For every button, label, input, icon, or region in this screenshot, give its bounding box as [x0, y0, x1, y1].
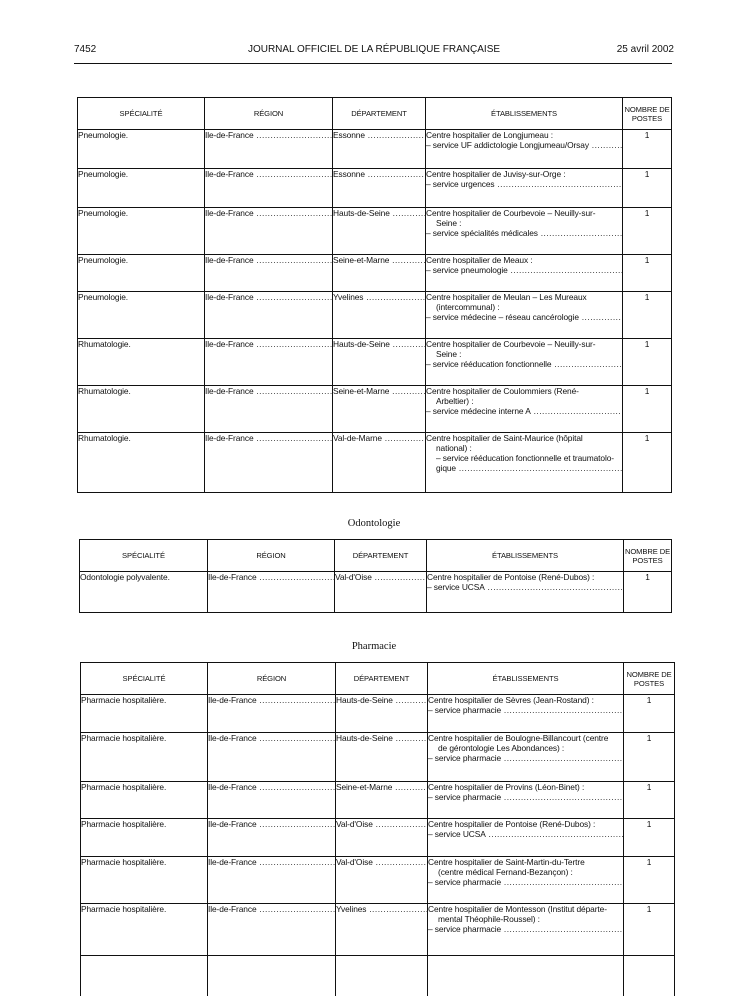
journal-title: JOURNAL OFFICIEL DE LA RÉPUBLIQUE FRANÇAISE	[247, 44, 501, 55]
service-line: – service médecine – réseau cancérologie .....	[426, 312, 622, 322]
table-row	[78, 433, 672, 493]
cell-nombre-postes: 1	[623, 130, 672, 169]
cell-etablissement	[428, 819, 624, 857]
table-row	[81, 819, 675, 857]
col-nombre-postes: NOMBRE DE POSTES	[623, 98, 672, 130]
cell-etablissement	[426, 386, 623, 433]
departement-text: Hauts-de-Seine .....	[336, 695, 427, 705]
departement-text: Yvelines .....	[333, 292, 425, 302]
region-text: Ile-de-France .....	[205, 208, 332, 218]
service-line: – service pharmacie .....	[428, 753, 623, 763]
cell-specialite: Pneumologie.	[78, 255, 205, 292]
cell-departement	[336, 695, 428, 733]
departement-text: Val-d'Oise .....	[336, 819, 427, 829]
etablissement-line: Centre hospitalier de Sèvres (Jean-Rostand) :	[428, 695, 594, 705]
table-row	[81, 695, 675, 733]
cell-region	[205, 130, 333, 169]
region-text: Ile-de-France .....	[205, 255, 332, 265]
cell-region	[208, 904, 336, 956]
departement-text: Seine-et-Marne .....	[333, 386, 425, 396]
table-row	[78, 386, 672, 433]
etablissement-line: Centre hospitalier de Juvisy-sur-Orge :	[426, 169, 566, 179]
departement-text: Val-d'Oise .....	[336, 857, 427, 867]
cell-specialite: Pharmacie hospitalière.	[81, 904, 208, 956]
cell-nombre-postes: 1	[623, 386, 672, 433]
table-row	[80, 572, 672, 613]
cell-departement	[336, 857, 428, 904]
cell-specialite: Pharmacie hospitalière.	[81, 782, 208, 819]
departement-text: Essonne .....	[333, 169, 425, 179]
service-line: – service UCSA .....	[428, 829, 623, 839]
service-line: – service rééducation fonctionnelle .....	[426, 359, 622, 369]
region-text: Ile-de-France .....	[205, 339, 332, 349]
cell-etablissement	[427, 572, 624, 613]
col-region: RÉGION	[208, 540, 335, 572]
cell-specialite: Pneumologie.	[78, 169, 205, 208]
cell-region	[208, 819, 336, 857]
etablissement-line: Centre hospitalier de Montesson (Institut départe-	[428, 904, 607, 914]
service-line: – service urgences .....	[426, 179, 622, 189]
service-line: – service médecine interne A .....	[426, 406, 622, 416]
service-line: – service pharmacie .....	[428, 924, 623, 934]
region-text: Ile-de-France .....	[208, 782, 335, 792]
service-line: gique .....	[426, 463, 622, 473]
table-row	[78, 169, 672, 208]
table-row	[81, 733, 675, 782]
cell-specialite: Pharmacie hospitalière.	[81, 733, 208, 782]
region-text: Ile-de-France .....	[208, 733, 335, 743]
cell-nombre-postes: 1	[624, 782, 675, 819]
departement-text: Hauts-de-Seine .....	[333, 339, 425, 349]
etablissement-line: Centre hospitalier de Saint-Martin-du-Tertre	[428, 857, 585, 867]
etablissement-line: Arbeltier) :	[436, 396, 474, 406]
publication-date: 25 avril 2002	[616, 44, 674, 55]
cell-nombre-postes: 1	[623, 169, 672, 208]
cell-etablissement	[428, 695, 624, 733]
col-specialite: SPÉCIALITÉ	[78, 98, 205, 130]
cell-region	[205, 208, 333, 255]
cell-nombre-postes: 1	[624, 819, 675, 857]
etablissement-line: Centre hospitalier de Pontoise (René-Dubos) :	[427, 572, 595, 582]
region-text: Ile-de-France .....	[208, 695, 335, 705]
etablissement-line: mental Théophile-Roussel) :	[438, 914, 540, 924]
cell-region	[205, 386, 333, 433]
cell-departement	[333, 292, 426, 339]
service-line: – service pharmacie .....	[428, 705, 623, 715]
etablissement-line: Centre hospitalier de Saint-Maurice (hôpital	[426, 433, 583, 443]
etablissement-line: Seine :	[436, 218, 462, 228]
cell-specialite: Rhumatologie.	[78, 339, 205, 386]
col-specialite: SPÉCIALITÉ	[81, 663, 208, 695]
table-row	[81, 782, 675, 819]
region-text: Ile-de-France .....	[205, 292, 332, 302]
etablissement-line: Centre hospitalier de Courbevoie – Neuilly-sur-	[426, 208, 596, 218]
table-row	[81, 857, 675, 904]
cell-departement	[333, 255, 426, 292]
cell-etablissement	[426, 292, 623, 339]
departement-text: Hauts-de-Seine .....	[336, 733, 427, 743]
cell-etablissement	[428, 733, 624, 782]
etablissement-line: Centre hospitalier de Courbevoie – Neuilly-sur-	[426, 339, 596, 349]
service-line: – service pneumologie .....	[426, 265, 622, 275]
cell-etablissement	[426, 169, 623, 208]
departement-text: Yvelines .....	[336, 904, 427, 914]
departement-text: Val-d'Oise .....	[335, 572, 426, 582]
table-pharmacie	[80, 662, 675, 996]
cell-departement	[336, 819, 428, 857]
etablissement-line: Centre hospitalier de Meaux :	[426, 255, 533, 265]
departement-text: Seine-et-Marne .....	[333, 255, 425, 265]
table-pneumo-rhumato	[77, 97, 672, 493]
cell-specialite: Pharmacie hospitalière.	[81, 695, 208, 733]
departement-text: Seine-et-Marne .....	[336, 782, 427, 792]
cell-departement	[333, 386, 426, 433]
cell-departement	[336, 782, 428, 819]
region-text: Ile-de-France .....	[208, 857, 335, 867]
cell-etablissement	[428, 904, 624, 956]
region-text: Ile-de-France .....	[208, 904, 335, 914]
cell-departement	[336, 904, 428, 956]
service-line: – service pharmacie .....	[428, 792, 623, 802]
cell-etablissement	[426, 255, 623, 292]
cell-specialite: Rhumatologie.	[78, 386, 205, 433]
cell-departement	[335, 572, 427, 613]
cell-nombre-postes: 1	[623, 433, 672, 493]
etablissement-line: Centre hospitalier de Boulogne-Billancourt (centre	[428, 733, 609, 743]
departement-text: Essonne .....	[333, 130, 425, 140]
col-region: RÉGION	[205, 98, 333, 130]
header-rule	[74, 63, 672, 64]
cell-region	[205, 169, 333, 208]
cell-nombre-postes: 1	[623, 292, 672, 339]
cell-etablissement	[426, 433, 623, 493]
section-title-odontologie: Odontologie	[347, 518, 401, 529]
etablissement-line: Seine :	[436, 349, 462, 359]
cell-region	[208, 782, 336, 819]
col-nombre-postes: NOMBRE DE POSTES	[624, 663, 675, 695]
col-departement: DÉPARTEMENT	[333, 98, 426, 130]
col-region: RÉGION	[208, 663, 336, 695]
table-row	[78, 292, 672, 339]
etablissement-line: (intercommunal) :	[436, 302, 500, 312]
cell-departement	[336, 733, 428, 782]
cell-region	[208, 733, 336, 782]
table-header-row	[78, 98, 672, 130]
cell-nombre-postes: 1	[624, 572, 672, 613]
etablissement-line: Centre hospitalier de Pontoise (René-Dubos) :	[428, 819, 596, 829]
col-departement: DÉPARTEMENT	[336, 663, 428, 695]
table-row	[81, 904, 675, 956]
region-text: Ile-de-France .....	[205, 386, 332, 396]
cell-etablissement	[426, 208, 623, 255]
table-header-row	[80, 540, 672, 572]
region-text: Ile-de-France .....	[205, 169, 332, 179]
cell-departement	[333, 130, 426, 169]
table-row	[78, 339, 672, 386]
etablissement-line: – service rééducation fonctionnelle et traumatolo-	[436, 453, 614, 463]
cell-specialite: Odontologie polyvalente.	[80, 572, 208, 613]
cell-region	[208, 572, 335, 613]
cell-nombre-postes: 1	[624, 695, 675, 733]
etablissement-line: de gérontologie Les Abondances) :	[438, 743, 565, 753]
cell-specialite: Pharmacie hospitalière.	[81, 819, 208, 857]
col-etablissements: ÉTABLISSEMENTS	[427, 540, 624, 572]
service-line: – service UCSA .....	[427, 582, 623, 592]
etablissement-line: national) :	[436, 443, 472, 453]
section-title-pharmacie: Pharmacie	[351, 641, 397, 652]
cell-region	[208, 695, 336, 733]
region-text: Ile-de-France .....	[205, 433, 332, 443]
etablissement-line: Centre hospitalier de Longjumeau :	[426, 130, 553, 140]
cell-specialite: Rhumatologie.	[78, 433, 205, 493]
cell-etablissement	[426, 339, 623, 386]
service-line: – service UF addictologie Longjumeau/Orsay .....	[426, 140, 622, 150]
etablissement-line: Centre hospitalier de Meulan – Les Mureaux	[426, 292, 587, 302]
cell-nombre-postes: 1	[623, 255, 672, 292]
departement-text: Hauts-de-Seine .....	[333, 208, 425, 218]
cell-departement	[333, 433, 426, 493]
cell-region	[205, 292, 333, 339]
etablissement-line: Centre hospitalier de Provins (Léon-Binet) :	[428, 782, 585, 792]
etablissement-line: Centre hospitalier de Coulommiers (René-	[426, 386, 579, 396]
cell-nombre-postes: 1	[624, 857, 675, 904]
cell-nombre-postes: 1	[623, 339, 672, 386]
cell-region	[205, 255, 333, 292]
cell-specialite: Pneumologie.	[78, 130, 205, 169]
cell-etablissement	[428, 857, 624, 904]
table-row	[78, 208, 672, 255]
table-row	[78, 255, 672, 292]
cell-nombre-postes: 1	[624, 904, 675, 956]
col-departement: DÉPARTEMENT	[335, 540, 427, 572]
service-line: – service pharmacie .....	[428, 877, 623, 887]
cell-specialite: Pharmacie hospitalière.	[81, 857, 208, 904]
cell-etablissement	[426, 130, 623, 169]
cell-region	[205, 339, 333, 386]
cell-departement	[333, 208, 426, 255]
region-text: Ile-de-France .....	[208, 572, 334, 582]
col-etablissements: ÉTABLISSEMENTS	[428, 663, 624, 695]
region-text: Ile-de-France .....	[205, 130, 332, 140]
cell-departement	[333, 339, 426, 386]
table-odontologie	[79, 539, 672, 613]
etablissement-line: (centre médical Fernand-Bezançon) :	[438, 867, 573, 877]
table-header-row	[81, 663, 675, 695]
cell-departement	[333, 169, 426, 208]
service-line: – service spécialités médicales .....	[426, 228, 622, 238]
region-text: Ile-de-France .....	[208, 819, 335, 829]
departement-text: Val-de-Marne .....	[333, 433, 425, 443]
cell-specialite: Pneumologie.	[78, 292, 205, 339]
cell-nombre-postes: 1	[624, 733, 675, 782]
cell-region	[205, 433, 333, 493]
cell-etablissement	[428, 782, 624, 819]
col-etablissements: ÉTABLISSEMENTS	[426, 98, 623, 130]
page-number: 7452	[74, 44, 97, 55]
cell-nombre-postes: 1	[623, 208, 672, 255]
cell-region	[208, 857, 336, 904]
table-row	[78, 130, 672, 169]
col-specialite: SPÉCIALITÉ	[80, 540, 208, 572]
col-nombre-postes: NOMBRE DE POSTES	[624, 540, 672, 572]
cell-specialite: Pneumologie.	[78, 208, 205, 255]
